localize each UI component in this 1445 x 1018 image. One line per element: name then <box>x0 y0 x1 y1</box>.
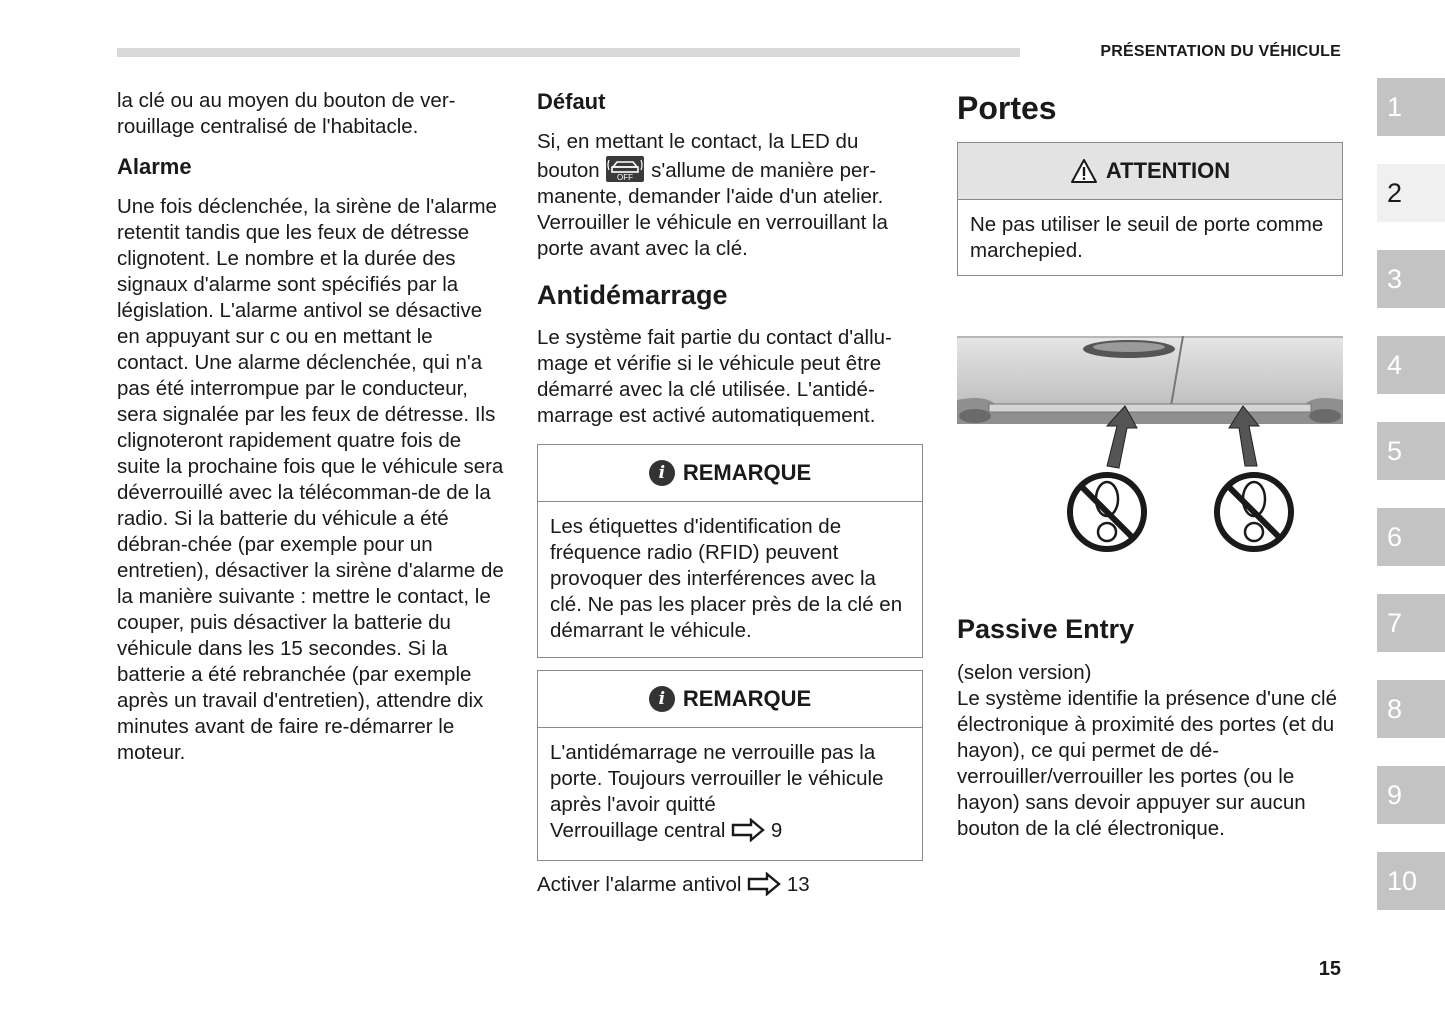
no-step-icon <box>1070 475 1144 549</box>
header-rule <box>117 48 1020 57</box>
alarm-button-icon <box>605 155 645 183</box>
ref-link-alarme[interactable] <box>537 872 810 898</box>
passive-entry-body: Le système identifie la présence d'une clé électronique à proximité des portes (et du hayon), ce qui permet de dé-verrouiller/verrouiller les portes (ou le hayon) sans devoir appuyer sur aucun bouton de la clé électronique. <box>957 687 1337 840</box>
ref-link-page: 9 <box>770 819 783 842</box>
attention-title: ATTENTION <box>1105 158 1231 183</box>
remark-box-2-header <box>538 671 922 728</box>
chapter-tab-6[interactable]: 6 <box>1377 508 1445 566</box>
chapter-tab-8[interactable]: 8 <box>1377 680 1445 738</box>
alarm-text: Une fois déclenchée, la sirène de l'alarme retentit tandis que les feux de détresse clignotent. Le nombre et la durée des signaux d'alarme sont spécifiés par la législation. L'alarme antivol se désactive en appuyant sur c ou en mettant le contact. Une alarme déclenchée, qui n'a pas été interrompue par le conducteur, sera signalée par les feux de détresse. Ils clignoteront rapidement quatre fois de suite la prochaine fois que le véhicule sera déverrouillé avec la télécomman-de de la radio. Si la batterie du véhicule a été débran-chée (par exemple pour un entretien), désactiver la sirène d'alarme de la manière suivante : mettre le contact, le couper, puis désactiver la batterie du véhicule dans les 15 secondes. Si la batterie a été rebranchée (par exemple après un travail d'entretien), attendre dix minutes avant de faire re-démarrer le moteur. <box>117 195 504 764</box>
chapter-tab-9[interactable]: 9 <box>1377 766 1445 824</box>
passive-entry-text <box>957 660 1343 842</box>
no-step-icon <box>1217 475 1291 549</box>
page-ref-arrow-icon <box>731 818 765 842</box>
antidemarrage-text: Le système fait partie du contact d'allu-mage et vérifie si le véhicule peut être démarré avec la clé utilisée. L'antidé-marrage est activé automatiquement. <box>537 326 892 427</box>
passive-entry-heading: Passive Entry <box>957 614 1135 644</box>
attention-text: Ne pas utiliser le seuil de porte comme marchepied. <box>970 213 1324 262</box>
intro-text: la clé ou au moyen du bouton de ver-rouillage centralisé de l'habitacle. <box>117 89 456 138</box>
defaut-text-part1: Si, en mettant le contact, la LED du bouton <box>537 130 859 182</box>
remark-box-2-title: REMARQUE <box>682 686 812 711</box>
attention-box <box>957 142 1343 276</box>
ref-link-page: 13 <box>786 873 810 896</box>
portes-heading: Portes <box>957 90 1057 126</box>
page-number: 15 <box>1318 958 1341 980</box>
alarm-heading: Alarme <box>117 154 192 179</box>
chapter-tab-5[interactable]: 5 <box>1377 422 1445 480</box>
chapter-tab-7[interactable]: 7 <box>1377 594 1445 652</box>
door-sill-illustration <box>957 336 1343 560</box>
alarm-button-icon-label: OFF <box>617 173 634 182</box>
defaut-heading: Défaut <box>537 89 606 114</box>
warning-triangle-icon <box>1070 158 1098 184</box>
page-ref-arrow-icon <box>747 872 781 896</box>
chapter-tab-4[interactable]: 4 <box>1377 336 1445 394</box>
info-icon: i <box>649 460 675 486</box>
ref-link-label: Verrouillage central <box>550 819 726 842</box>
attention-box-header <box>958 143 1342 200</box>
chapter-tab-2[interactable]: 2 <box>1377 164 1445 222</box>
remark-box-1-header <box>538 445 922 502</box>
defaut-text-part2: s'allume de manière per-manente, demander l'aide d'un atelier. Verrouiller le véhicule en verrouillant la porte avant avec la clé. <box>537 159 888 260</box>
remark-box-2 <box>537 670 923 861</box>
remark-box-1-title: REMARQUE <box>682 460 812 485</box>
section-title: PRÉSENTATION DU VÉHICULE <box>1100 43 1341 60</box>
info-icon: i <box>649 686 675 712</box>
ref-link-verrouillage[interactable] <box>550 819 782 842</box>
chapter-tab-1[interactable]: 1 <box>1377 78 1445 136</box>
remark-box-1-text: Les étiquettes d'identification de fréquence radio (RFID) peuvent provoquer des interférences avec la clé. Ne pas les placer près de la clé en démarrant le véhicule. <box>550 515 903 642</box>
remark-box-2-text <box>550 740 910 844</box>
defaut-text <box>537 129 923 262</box>
ref-link-label: Activer l'alarme antivol <box>537 873 742 896</box>
remark-box-2-body: L'antidémarrage ne verrouille pas la porte. Toujours verrouiller le véhicule après l'avoir quitté <box>550 741 884 816</box>
chapter-tab-10[interactable]: 10 <box>1377 852 1445 910</box>
passive-entry-version: (selon version) <box>957 661 1092 684</box>
remark-box-1 <box>537 444 923 658</box>
chapter-tab-3[interactable]: 3 <box>1377 250 1445 308</box>
antidemarrage-heading: Antidémarrage <box>537 280 728 310</box>
